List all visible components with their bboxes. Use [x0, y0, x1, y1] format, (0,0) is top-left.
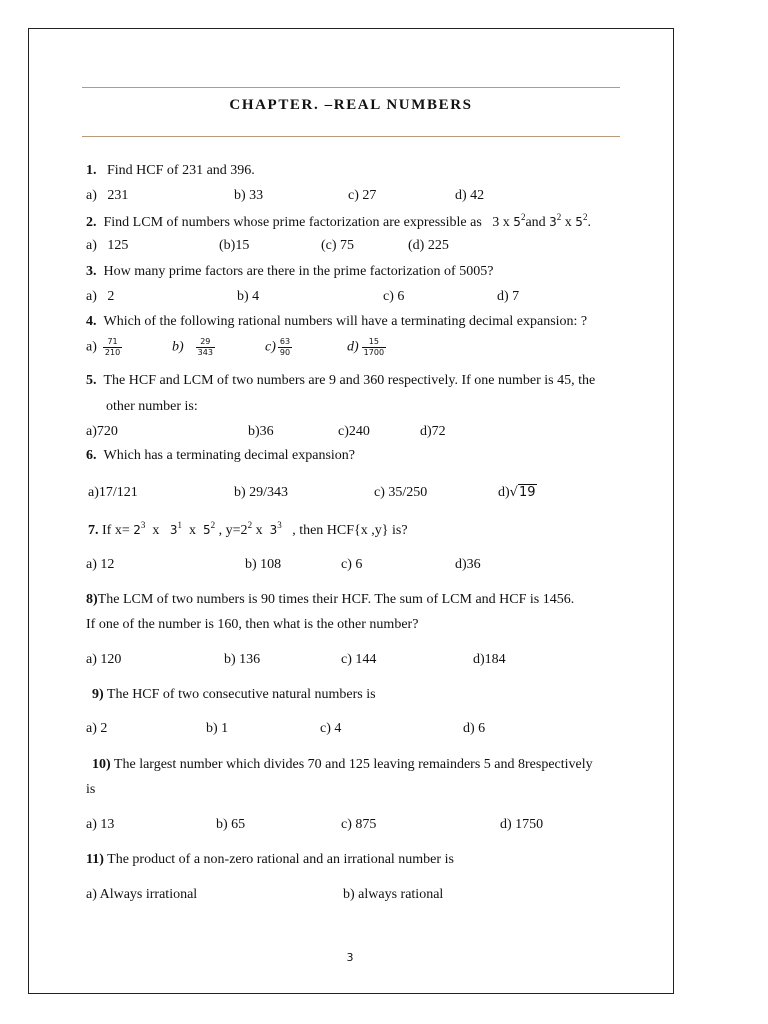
- q3-option-b: b) 4: [237, 289, 260, 304]
- q8-option-a: a) 120: [86, 652, 122, 667]
- q10-option-c: c) 875: [341, 817, 377, 832]
- q8-option-c: c) 144: [341, 652, 377, 667]
- q3-option-d: d) 7: [497, 289, 520, 304]
- q9-option-d: d) 6: [463, 721, 486, 736]
- q8-option-d: d)184: [473, 652, 506, 667]
- q2-option-d: (d) 225: [408, 238, 449, 253]
- q9-option-b: b) 1: [206, 721, 229, 736]
- question-2: 2. Find LCM of numbers whose prime factorization are expressible as 3 x $5^2and$ $3^2$ x $5^2$.: [86, 212, 591, 230]
- question-1: 1. Find HCF of 231 and 396.: [86, 163, 255, 178]
- q5-option-b: b)36: [248, 424, 274, 439]
- q3-option-c: c) 6: [383, 289, 405, 304]
- q2-option-a: a) 125: [86, 238, 129, 253]
- question-8: 8)The LCM of two numbers is 90 times their HCF. The sum of LCM and HCF is 1456.: [86, 592, 575, 607]
- q10-option-d: d) 1750: [500, 817, 544, 832]
- question-6: 6. Which has a terminating decimal expansion?: [86, 448, 356, 463]
- title-rule-top: [82, 87, 620, 88]
- question-8-cont: If one of the number is 160, then what is the other number?: [86, 617, 419, 632]
- q6-option-b: b) 29/343: [234, 485, 289, 500]
- q1-option-a: a) 231: [86, 188, 129, 203]
- q11-option-a: a) Always irrational: [86, 887, 198, 902]
- q10-option-b: b) 65: [216, 817, 246, 832]
- question-10-cont: is: [86, 782, 96, 797]
- title-rule-bottom: [82, 136, 620, 137]
- q3-option-a: a) 2: [86, 289, 115, 304]
- q1-option-b: b) 33: [234, 188, 264, 203]
- q4-option-b: b) $\frac{29}{343}$: [172, 337, 213, 357]
- q5-option-d: d)72: [420, 424, 446, 439]
- q4-option-a: a) $\frac{71}{210}$: [86, 337, 121, 357]
- q4-option-c: c) $\frac{63}{90}$: [265, 337, 291, 357]
- q8-option-b: b) 136: [224, 652, 261, 667]
- q1-option-c: c) 27: [348, 188, 377, 203]
- q6-option-d: d)√19: [498, 485, 536, 500]
- q9-option-a: a) 2: [86, 721, 108, 736]
- question-4: 4. Which of the following rational numbers will have a terminating decimal expansion: ?: [86, 314, 588, 329]
- q7-option-d: d)36: [455, 557, 481, 572]
- q9-option-c: c) 4: [320, 721, 342, 736]
- q5-option-c: c)240: [338, 424, 370, 439]
- q2-option-c: (c) 75: [321, 238, 355, 253]
- chapter-title: CHAPTER. –REAL NUMBERS: [229, 97, 473, 113]
- q1-option-d: d) 42: [455, 188, 485, 203]
- question-5: 5. The HCF and LCM of two numbers are 9 and 360 respectively. If one number is 45, the: [86, 373, 596, 388]
- q5-option-a: a)720: [86, 424, 118, 439]
- q7-option-a: a) 12: [86, 557, 115, 572]
- q6-option-a: a)17/121: [88, 485, 138, 500]
- question-10: 10) The largest number which divides 70 and 125 leaving remainders 5 and 8respectively: [92, 757, 593, 772]
- page-number: 3: [346, 951, 354, 964]
- question-7: 7. If $x= 2^3$ x $3^1$ x $5^2$ , $y=2^2$ x $3^3$ , then HCF{x ,y} is?: [88, 520, 408, 538]
- q2-option-b: (b)15: [219, 238, 250, 253]
- q4-option-d: d) $\frac{15}{1700}$: [347, 337, 385, 357]
- question-11: 11) The product of a non-zero rational and an irrational number is: [86, 852, 454, 867]
- q10-option-a: a) 13: [86, 817, 115, 832]
- q6-option-c: c) 35/250: [374, 485, 428, 500]
- q7-option-c: c) 6: [341, 557, 363, 572]
- q7-option-b: b) 108: [245, 557, 282, 572]
- question-9: 9) The HCF of two consecutive natural numbers is: [92, 687, 376, 702]
- q11-option-b: b) always rational: [343, 887, 444, 902]
- question-3: 3. How many prime factors are there in the prime factorization of 5005?: [86, 264, 494, 279]
- question-5-cont: other number is:: [106, 399, 198, 414]
